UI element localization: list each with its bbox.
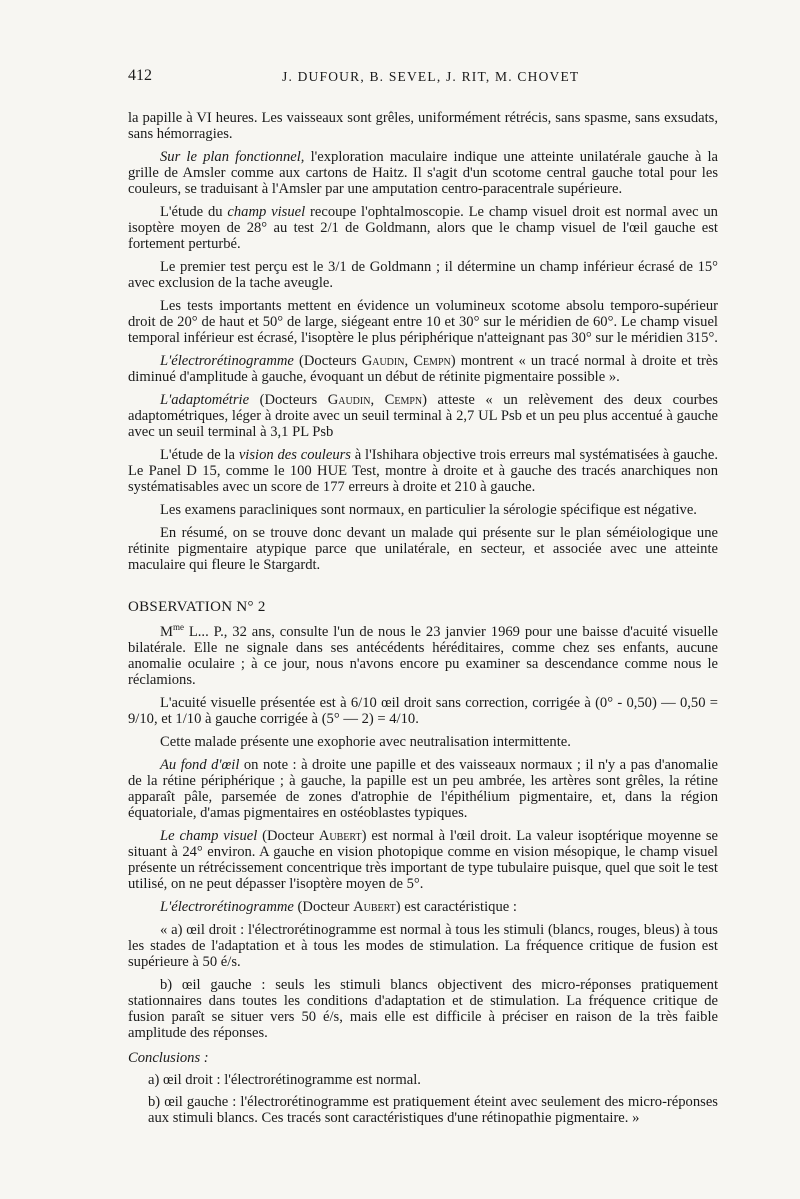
paragraph: Cette malade présente une exophorie avec neutralisation intermittente. bbox=[160, 734, 571, 750]
conclusions-label: Conclusions : bbox=[128, 1050, 209, 1066]
paragraph: $M^{me}$ L... P., 32 ans, consulte l'un de nous le 23 janvier 1969 pour une baisse d'acuité visuelle bilatérale. Elle ne signale dans ses antécédents héréditaires, comme chez ses enfants, aucune anomalie oculaire ; à ce jour, nous n'avons encore pu examiner sa descendance comme nous le réclamions. bbox=[128, 622, 718, 688]
page bbox=[128, 68, 718, 1132]
page-header bbox=[128, 68, 718, 88]
paragraph: En résumé, on se trouve donc devant un malade qui présente sur le plan séméiologique une rétinite pigmentaire atypique parce que unilatérale, en secteur, et associée avec une atteinte maculaire qui fleure le Stargardt. bbox=[128, 525, 718, 573]
observation-heading: OBSERVATION N° 2 bbox=[128, 599, 266, 615]
paragraph: L'étude du champ visuel recoupe l'ophtalmoscopie. Le champ visuel droit est normal avec un isoptère moyen de 28° au test 2/1 de Goldmann, alors que le champ visuel de l'œil gauche est fortement perturbé. bbox=[128, 204, 718, 252]
paragraph: L'électrorétinogramme (Docteur Aubert) est caractéristique : bbox=[160, 899, 517, 915]
paragraph: Sur le plan fonctionnel, l'exploration maculaire indique une atteinte unilatérale gauche à la grille de Amsler comme aux cartons de Haitz. Il s'agit d'un scotome central gauche total pour les couleurs, se traduisant à l'Amsler par une amputation centro-paracentrale supérieure. bbox=[128, 149, 718, 197]
paragraph: L'adaptométrie (Docteurs Gaudin, Cempn) atteste « un relèvement des deux courbes adaptométriques, léger à droite avec un seuil terminal à 2,7 UL Psb et un peu plus accentué à gauche avec un seuil terminal à 3,1 PL Psb bbox=[128, 392, 718, 440]
paragraph: Les examens paracliniques sont normaux, en particulier la sérologie spécifique est négative. bbox=[160, 502, 697, 518]
page-number: 412 bbox=[128, 67, 152, 84]
paragraph: b) œil gauche : seuls les stimuli blancs objectivent des micro-réponses pratiquement stationnaires dans toutes les conditions d'adaptation et de stimulation. La fréquence critique de fusion paraît se situer vers 50 é/s, mais elle est difficile à préciser en raison de la très faible amplitude des réponses. bbox=[128, 977, 718, 1041]
paragraph: la papille à VI heures. Les vaisseaux sont grêles, uniformément rétrécis, sans spasme, sans exsudats, sans hémorragies. bbox=[128, 110, 718, 142]
paragraph: L'électrorétinogramme (Docteurs Gaudin, Cempn) montrent « un tracé normal à droite et très diminué d'amplitude à gauche, évoquant un début de rétinite pigmentaire possible ». bbox=[128, 353, 718, 385]
list-item: b) œil gauche : l'électrorétinogramme est pratiquement éteint avec seulement des micro-réponses aux stimuli blancs. Ces tracés sont caractéristiques d'une rétinopathie pigmentaire. » bbox=[148, 1094, 718, 1126]
paragraph: Au fond d'œil on note : à droite une papille et des vaisseaux normaux ; il n'y a pas d'anomalie de la rétine périphérique ; à gauche, la papille est un peu ambrée, les artères sont grêles, la rétine apparaît pâle, parsemée de zones d'atrophie de l'épithélium pigmentaire, et, dans la région équatoriale, d'amas pigmentaires en ostéoblastes typiques. bbox=[128, 757, 718, 821]
list-item: a) œil droit : l'électrorétinogramme est normal. bbox=[148, 1072, 421, 1088]
paragraph: Le champ visuel (Docteur Aubert) est normal à l'œil droit. La valeur isoptérique moyenne se situant à 24° environ. A gauche en vision photopique comme en vision mésopique, le champ visuel présente un rétrécissement concentrique très important de type tubulaire puisque, quel que soit le test utilisé, on ne peut dépasser l'isoptère moyen de 5°. bbox=[128, 828, 719, 892]
running-head: J. DUFOUR, B. SEVEL, J. RIT, M. CHOVET bbox=[282, 69, 580, 84]
paragraph: L'étude de la vision des couleurs à l'Ishihara objective trois erreurs mal systématisées à gauche. Le Panel D 15, comme le 100 HUE Test, montre à droite et à gauche des tracés anarchiques non systématisables avec un score de 177 erreurs à droite et 210 à gauche. bbox=[128, 447, 718, 495]
paragraph: L'acuité visuelle présentée est à 6/10 œil droit sans correction, corrigée à (0° - 0,50) — 0,50 = 9/10, et 1/10 à gauche corrigée à (5° — 2) = 4/10. bbox=[128, 695, 718, 727]
paragraph: Le premier test perçu est le 3/1 de Goldmann ; il détermine un champ inférieur écrasé de 15° avec exclusion de la tache aveugle. bbox=[128, 259, 718, 291]
paragraph: « a) œil droit : l'électrorétinogramme est normal à tous les stimuli (blancs, rouges, bleus) à tous les stades de l'adaptation et à tous les modes de stimulation. La fréquence critique de fusion est supérieure à 50 é/s. bbox=[128, 922, 718, 970]
paragraph: Les tests importants mettent en évidence un volumineux scotome absolu temporo-supérieur droit de 20° de haut et 50° de large, siégeant entre 10 et 30° sur le méridien de 60°. Le champ visuel temporal inférieur est écrasé, l'isoptère le plus périphérique n'atteignant pas 30° sur le méridien 315°. bbox=[128, 298, 718, 346]
